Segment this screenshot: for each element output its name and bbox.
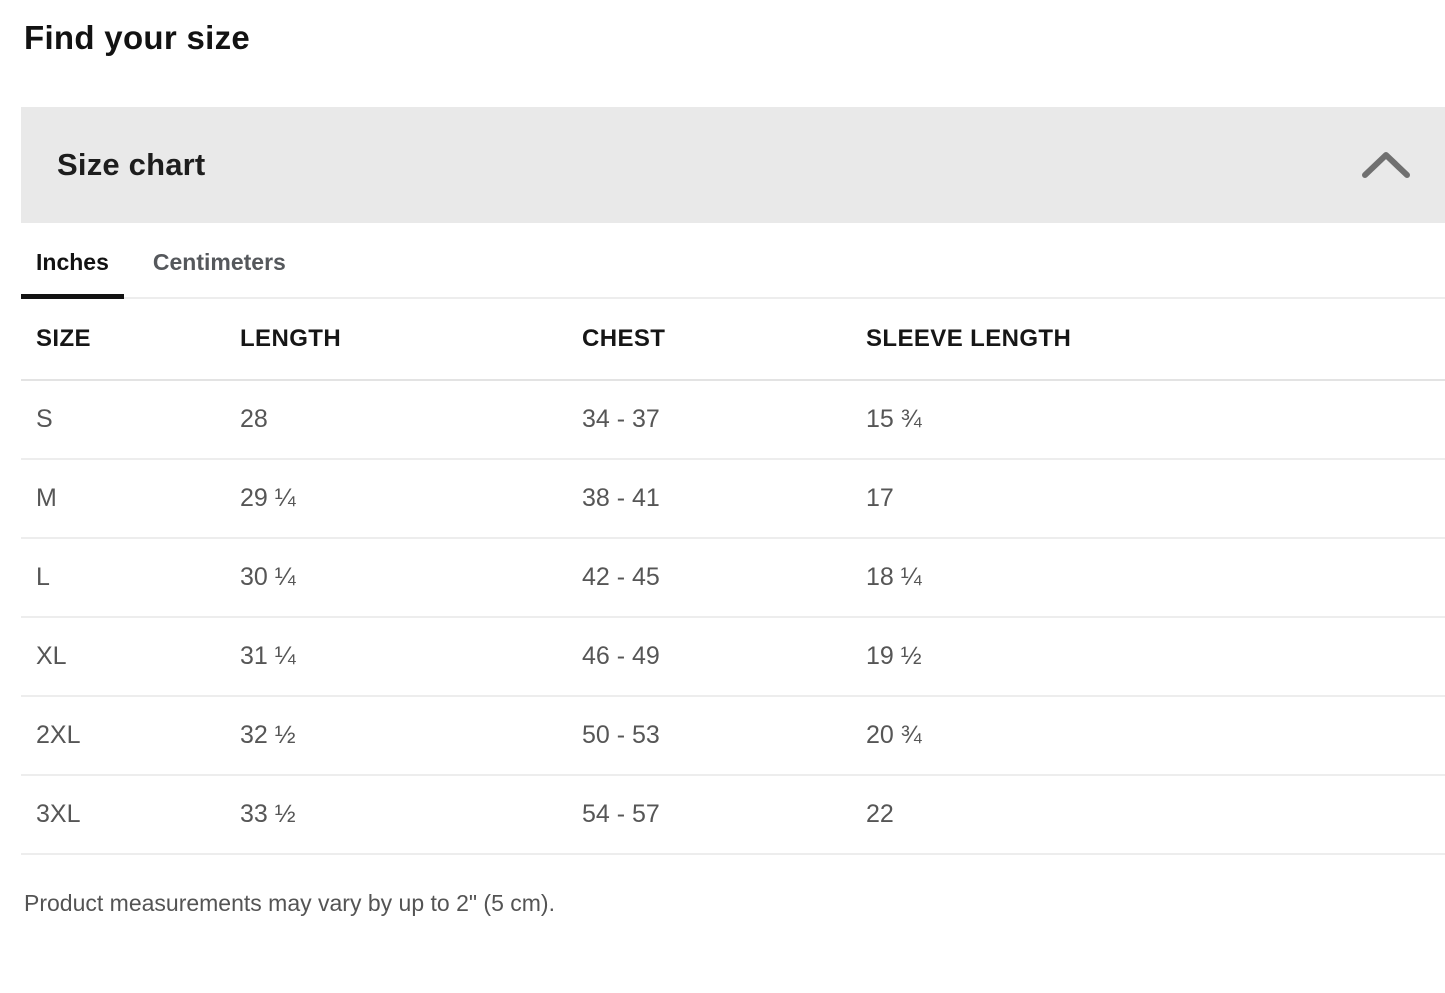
size-table xyxy=(21,299,1445,855)
table-row xyxy=(21,381,1445,460)
cell-chest: 38 - 41 xyxy=(582,484,660,512)
cell-sleeve-length: 19 ½ xyxy=(866,642,922,670)
column-header-chest: CHEST xyxy=(582,325,666,352)
column-header-sleeve-length: SLEEVE LENGTH xyxy=(866,325,1072,352)
cell-length: 28 xyxy=(240,405,268,433)
cell-sleeve-length: 18 ¼ xyxy=(866,563,922,591)
cell-length: 33 ½ xyxy=(240,800,296,828)
measurement-disclaimer: Product measurements may vary by up to 2" (5 cm). xyxy=(24,890,555,916)
tab-inches[interactable]: Inches xyxy=(21,249,124,297)
unit-tab-bar xyxy=(21,223,1445,299)
tab-centimeters[interactable]: Centimeters xyxy=(152,249,286,275)
cell-size: S xyxy=(36,405,53,433)
cell-size: 3XL xyxy=(36,800,81,828)
table-row xyxy=(21,460,1445,539)
cell-size: L xyxy=(36,563,50,591)
cell-chest: 54 - 57 xyxy=(582,800,660,828)
column-header-length: LENGTH xyxy=(240,325,342,352)
cell-length: 29 ¼ xyxy=(240,484,296,512)
table-row xyxy=(21,539,1445,618)
table-header-row xyxy=(21,299,1445,381)
page-title: Find your size xyxy=(24,19,251,56)
accordion-title: Size chart xyxy=(57,147,206,182)
table-row xyxy=(21,697,1445,776)
table-row xyxy=(21,618,1445,697)
chevron-up-icon[interactable] xyxy=(1361,151,1411,179)
cell-size: M xyxy=(36,484,57,512)
cell-chest: 34 - 37 xyxy=(582,405,660,433)
cell-length: 30 ¼ xyxy=(240,563,296,591)
cell-chest: 42 - 45 xyxy=(582,563,660,591)
table-row xyxy=(21,776,1445,855)
cell-sleeve-length: 20 ¾ xyxy=(866,721,922,749)
cell-length: 32 ½ xyxy=(240,721,296,749)
cell-sleeve-length: 15 ¾ xyxy=(866,405,922,433)
cell-chest: 46 - 49 xyxy=(582,642,660,670)
cell-size: 2XL xyxy=(36,721,81,749)
cell-sleeve-length: 22 xyxy=(866,800,894,828)
cell-sleeve-length: 17 xyxy=(866,484,894,512)
cell-length: 31 ¼ xyxy=(240,642,296,670)
column-header-size: SIZE xyxy=(36,325,91,352)
cell-size: XL xyxy=(36,642,67,670)
size-chart-accordion-header[interactable] xyxy=(21,107,1445,223)
cell-chest: 50 - 53 xyxy=(582,721,660,749)
